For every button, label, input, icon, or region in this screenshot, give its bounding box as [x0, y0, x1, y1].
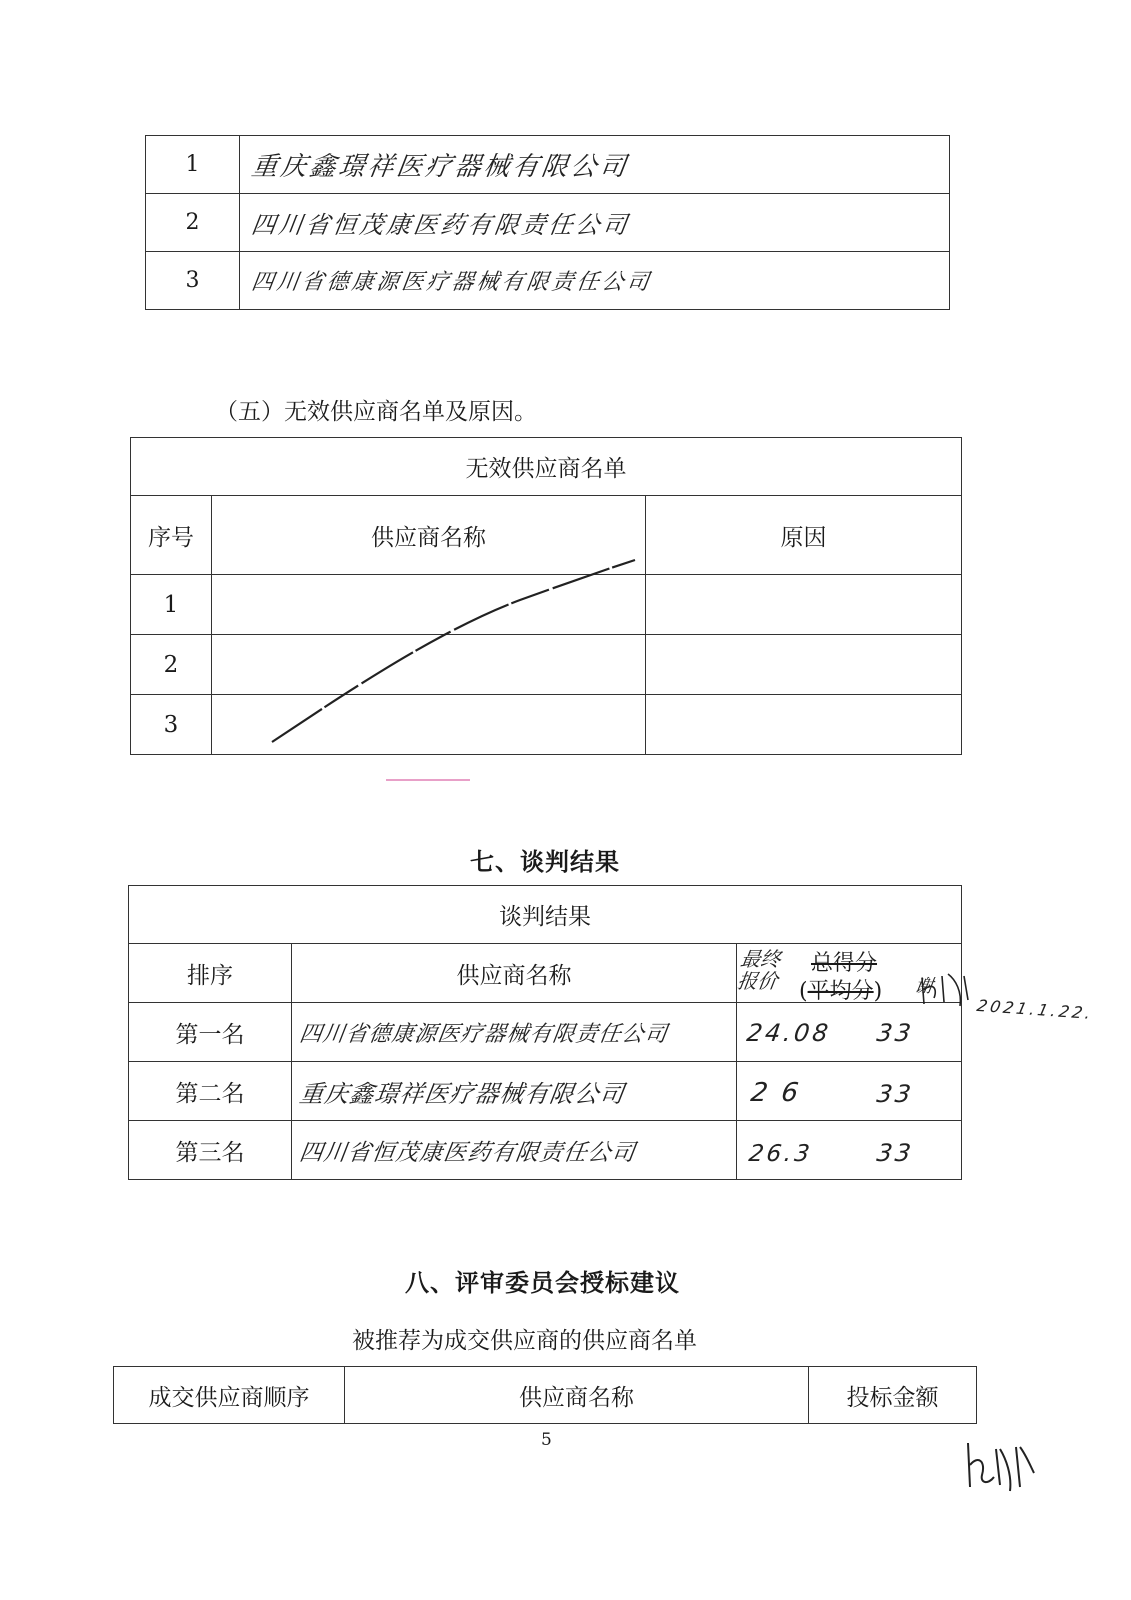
initials-scribble-icon — [918, 970, 978, 1010]
header-seq: 序号 — [131, 496, 212, 575]
row-number: 2 — [146, 194, 240, 252]
header-supplier-name: 供应商名称 — [212, 496, 646, 575]
handwritten-score: 33 — [875, 1080, 916, 1108]
total-score-label: 总得分 — [811, 951, 878, 976]
recommended-suppliers-table — [113, 1366, 977, 1424]
invalid-suppliers-caption: （五）无效供应商名单及原因。 — [215, 399, 537, 425]
rank-cell: 第一名 — [129, 1003, 292, 1062]
page-number: 5 — [541, 1430, 552, 1450]
negotiation-heading: 七、谈判结果 — [470, 848, 620, 876]
average-score-label: (平均分) — [799, 979, 883, 1004]
handwritten-supplier-name: 重庆鑫璟祥医疗器械有限公司 — [249, 152, 631, 182]
recommendation-subtitle: 被推荐为成交供应商的供应商名单 — [352, 1328, 697, 1354]
handwritten-supplier-name: 重庆鑫璟祥医疗器械有限公司 — [297, 1079, 627, 1108]
handwritten-supplier-name: 四川省德康源医疗器械有限责任公司 — [249, 270, 654, 295]
handwritten-supplier-name: 四川省恒茂康医药有限责任公司 — [297, 1139, 638, 1166]
handwritten-final-price-label: 最终报价 — [735, 947, 783, 993]
table-row — [129, 1121, 962, 1180]
negotiation-table-title: 谈判结果 — [129, 886, 962, 944]
row-number: 3 — [131, 695, 212, 755]
handwritten-price: 24.08 — [745, 1019, 833, 1047]
header-rank: 排序 — [129, 944, 292, 1003]
rank-cell: 第三名 — [129, 1121, 292, 1180]
initials-note: 谢 — [913, 976, 938, 997]
header-order: 成交供应商顺序 — [114, 1367, 345, 1424]
handwritten-price: 26.3 — [747, 1141, 815, 1167]
handwritten-supplier-name: 四川省恒茂康医药有限责任公司 — [249, 211, 632, 239]
recommendation-heading: 八、评审委员会授标建议 — [405, 1269, 680, 1297]
table-row — [129, 1003, 962, 1062]
table-row — [129, 1062, 962, 1121]
header-bid-amount: 投标金额 — [809, 1367, 977, 1424]
struck-average-score: 平均分 — [807, 979, 874, 1004]
negotiation-results-table — [128, 885, 962, 1180]
invalid-table-title: 无效供应商名单 — [131, 438, 962, 496]
handwritten-score: 33 — [875, 1139, 916, 1167]
handwritten-supplier-name: 四川省德康源医疗器械有限责任公司 — [297, 1021, 670, 1047]
header-reason: 原因 — [646, 496, 962, 575]
row-number: 3 — [146, 252, 240, 310]
row-number: 1 — [146, 136, 240, 194]
row-number: 2 — [131, 635, 212, 695]
header-supplier-name: 供应商名称 — [292, 944, 737, 1003]
signature-icon — [960, 1435, 1040, 1500]
header-supplier-name: 供应商名称 — [345, 1367, 809, 1424]
handwritten-score: 33 — [875, 1019, 916, 1047]
handwritten-price: 26 — [748, 1078, 815, 1108]
handwritten-date: 2021.1.22. — [975, 996, 1096, 1023]
row-number: 1 — [131, 575, 212, 635]
rank-cell: 第二名 — [129, 1062, 292, 1121]
